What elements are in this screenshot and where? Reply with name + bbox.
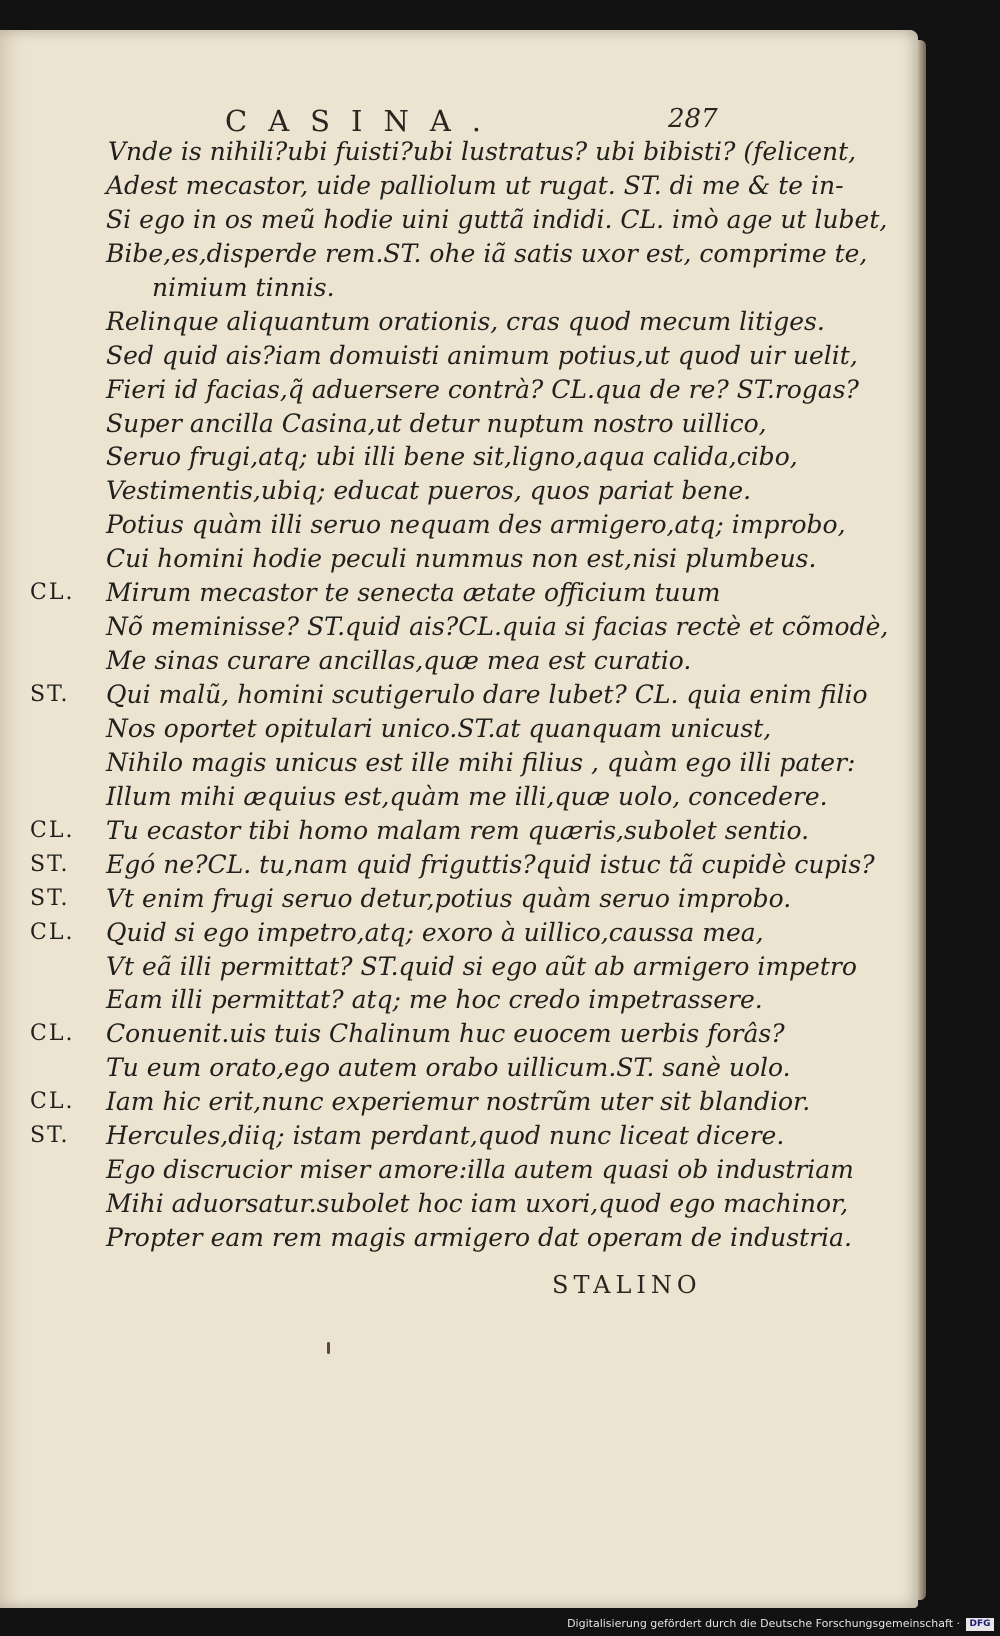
- text-line: [0, 746, 918, 780]
- verse-text: Bibe,es,disperde rem.ST. ohe iã satis uxor est, comprime te,: [106, 238, 868, 268]
- text-line: [0, 882, 918, 916]
- verse-text: Illum mihi æquius est,quàm me illi,quæ uolo, concedere.: [106, 781, 828, 811]
- text-line: [0, 305, 918, 339]
- verse-text: Tu eum orato,ego autem orabo uillicum.ST. sanè uolo.: [106, 1053, 791, 1083]
- verse-text: Vnde is nihili?ubi fuisti?ubi lustratus? ubi bibisti? (felicent,: [108, 137, 857, 166]
- catchword: STALINO: [552, 1271, 702, 1299]
- verse-text: Quid si ego impetro,atq; exoro à uillico,caussa mea,: [106, 917, 764, 947]
- speaker-label: CL.: [30, 817, 75, 843]
- ink-speck: [327, 1342, 330, 1354]
- verse-text: Mihi aduorsatur.subolet hoc iam uxori,quod ego machinor,: [106, 1189, 849, 1219]
- text-line: [0, 712, 918, 746]
- text-line: [0, 407, 918, 441]
- footer-credit: Digitalisierung gefördert durch die Deutsche Forschungsgemeinschaft ·: [567, 1617, 960, 1630]
- verse-text: Nos oportet opitulari unico.ST.at quanquam unicust,: [106, 713, 772, 743]
- verse-text: Vt eã illi permittat? ST.quid si ego aũt ab armigero impetro: [106, 951, 857, 981]
- text-line: [0, 1153, 918, 1187]
- text-line: [0, 339, 918, 373]
- text-line: [0, 135, 918, 169]
- speaker-label: ST.: [30, 682, 70, 707]
- speaker-label: CL.: [30, 1021, 75, 1047]
- verse-text: Me sinas curare ancillas,quæ mea est curatio.: [106, 646, 692, 676]
- verse-text: Fieri id facias,q̃ aduersere contrà? CL.qua de re? ST.rogas?: [106, 374, 859, 404]
- verse-text: Propter eam rem magis armigero dat operam de industria.: [106, 1223, 852, 1252]
- speaker-label: ST.: [30, 1123, 70, 1149]
- verse-text: Relinque aliquantum orationis, cras quod mecum litiges.: [106, 306, 825, 336]
- verse-text: Mirum mecastor te senecta ætate officium tuum: [106, 578, 721, 608]
- text-block: [0, 135, 918, 1255]
- text-line: [0, 203, 918, 237]
- verse-text: Si ego in os meũ hodie uini guttã indidi. CL. imò age ut lubet,: [106, 204, 888, 234]
- verse-text: Vt enim frugi seruo detur,potius quàm seruo improbo.: [106, 883, 792, 913]
- text-line: [0, 644, 918, 678]
- text-line: [0, 1187, 918, 1221]
- verse-text: Nihilo magis unicus est ille mihi filius , quàm ego illi pater:: [106, 747, 856, 777]
- text-line: [0, 1221, 918, 1255]
- text-line: [0, 237, 918, 271]
- speaker-label: CL.: [30, 580, 75, 606]
- verse-text: Ego discrucior miser amore:illa autem quasi ob industriam: [106, 1155, 854, 1185]
- page-edge: [918, 40, 926, 1600]
- verse-text: Nõ meminisse? ST.quid ais?CL.quia si facias rectè et cõmodè,: [106, 612, 889, 642]
- speaker-label: CL.: [30, 1089, 75, 1115]
- verse-text: Egó ne?CL. tu,nam quid friguttis?quid istuc tã cupidè cupis?: [106, 849, 875, 879]
- verse-text: Conuenit.uis tuis Chalinum huc euocem uerbis forâs?: [106, 1019, 785, 1049]
- verse-text: Qui malũ, homini scutigerulo dare lubet? CL. quia enim filio: [106, 680, 868, 709]
- text-line: [0, 1119, 918, 1153]
- verse-text: Adest mecastor, uide palliolum ut rugat. ST. di me & te in-: [106, 170, 844, 200]
- verse-text: Tu ecastor tibi homo malam rem quæris,subolet sentio.: [106, 815, 810, 845]
- text-line: [0, 916, 918, 950]
- speaker-label: ST.: [30, 851, 70, 877]
- text-line: [0, 1051, 918, 1085]
- text-line: [0, 983, 918, 1017]
- text-line: [0, 169, 918, 203]
- text-line: [0, 440, 918, 474]
- speaker-label: ST.: [30, 885, 70, 911]
- verse-text: Cui homini hodie peculi nummus non est,nisi plumbeus.: [106, 544, 817, 574]
- text-line: [0, 780, 918, 814]
- text-line: [0, 542, 918, 576]
- text-line: [0, 474, 918, 508]
- text-line: [0, 508, 918, 542]
- text-line: [0, 678, 918, 712]
- text-line: [0, 610, 918, 644]
- verse-text: Eam illi permittat? atq; me hoc credo impetrassere.: [106, 985, 763, 1015]
- verse-text: Seruo frugi,atq; ubi illi bene sit,ligno,aqua calida,cibo,: [106, 442, 798, 472]
- speaker-label: CL.: [30, 919, 75, 945]
- page-number: 287: [668, 104, 718, 134]
- verse-text: Iam hic erit,nunc experiemur nostrũm uter sit blandior.: [106, 1087, 811, 1117]
- verse-text: nimium tinnis.: [152, 272, 335, 302]
- dfg-logo-icon: DFG: [966, 1618, 994, 1631]
- verse-text: Potius quàm illi seruo nequam des armigero,atq; improbo,: [106, 510, 846, 540]
- running-title: CASINA.: [225, 104, 502, 138]
- text-line: [0, 814, 918, 848]
- text-line: [0, 1085, 918, 1119]
- text-line: [0, 950, 918, 984]
- text-line: [0, 1017, 918, 1051]
- verse-text: Hercules,diiq; istam perdant,quod nunc liceat dicere.: [106, 1121, 785, 1151]
- text-line: [0, 848, 918, 882]
- text-line: [0, 576, 918, 610]
- text-line: [0, 271, 918, 305]
- verse-text: Sed quid ais?iam domuisti animum potius,ut quod uir uelit,: [106, 340, 858, 370]
- footer-bar: [0, 1614, 1000, 1636]
- verse-text: Vestimentis,ubiq; educat pueros, quos pariat bene.: [106, 476, 752, 506]
- verse-text: Super ancilla Casina,ut detur nuptum nostro uillico,: [106, 408, 767, 438]
- text-line: [0, 373, 918, 407]
